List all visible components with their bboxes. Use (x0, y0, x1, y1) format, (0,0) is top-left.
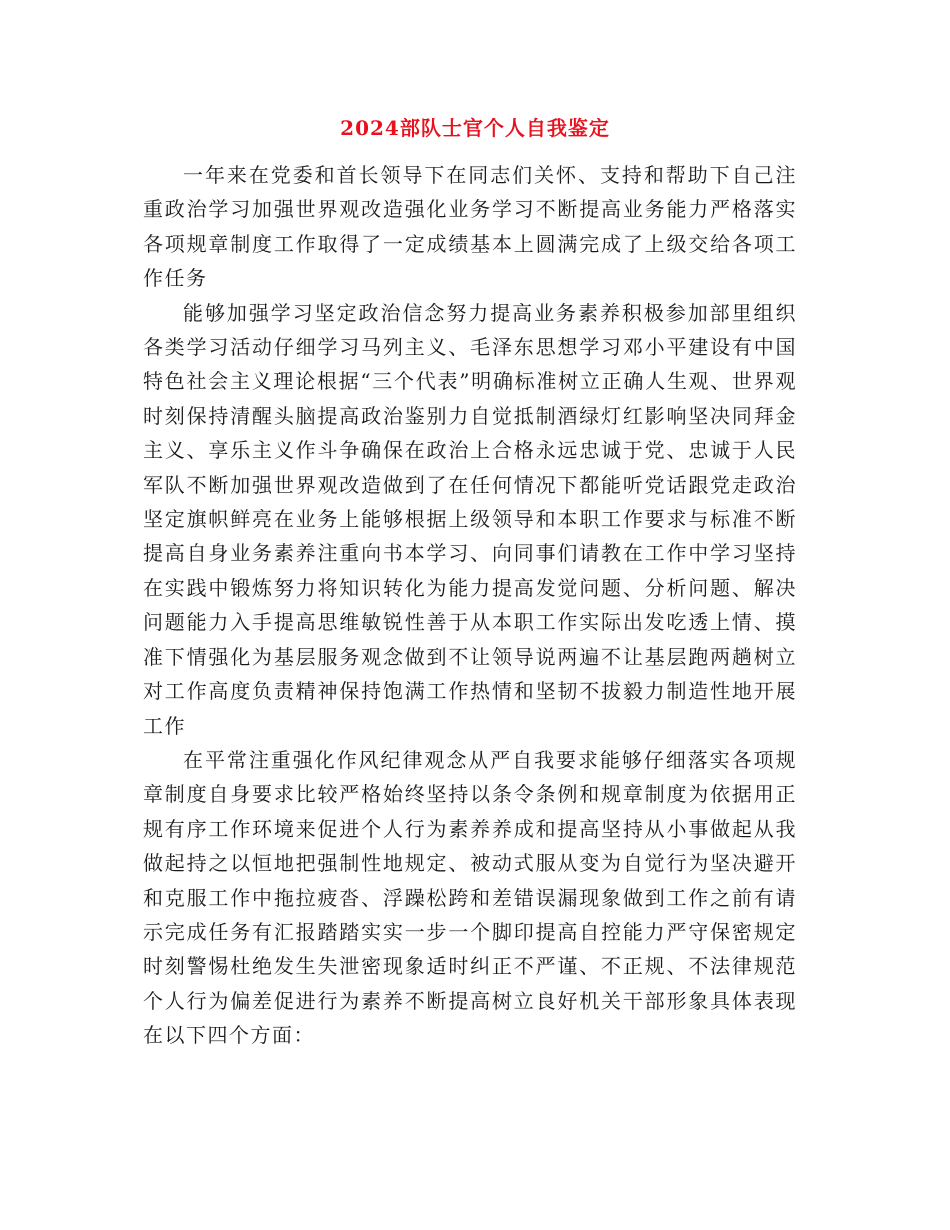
document-body (143, 158, 797, 1053)
paragraph-2: 能够加强学习坚定政治信念努力提高业务素养积极参加部里组织各类学习活动仔细学习马列主义、毛泽东思想学习邓小平建设有中国特色社会主义理论根据“三个代表”明确标准树立正确人生观、世界观时刻保持清醒头脑提高政治鉴别力自觉抵制酒绿灯红影响坚决同拜金主义、享乐主义作斗争确保在政治上合格永远忠诚于党、忠诚于人民军队不断加强世界观改造做到了在任何情况下都能听党话跟党走政治坚定旗帜鲜亮在业务上能够根据上级领导和本职工作要求与标准不断提高自身业务素养注重向书本学习、向同事们请教在工作中学习坚持在实践中锻炼努力将知识转化为能力提高发觉问题、分析问题、解决问题能力入手提高思维敏锐性善于从本职工作实际出发吃透上情、摸准下情强化为基层服务观念做到不让领导说两遍不让基层跑两趟树立对工作高度负责精神保持饱满工作热情和坚韧不拔毅力制造性地开展工作 (143, 300, 797, 738)
paragraph-1: 一年来在党委和首长领导下在同志们关怀、支持和帮助下自己注重政治学习加强世界观改造强化业务学习不断提高业务能力严格落实各项规章制度工作取得了一定成绩基本上圆满完成了上级交给各项工作任务 (143, 163, 797, 291)
paragraph-3: 在平常注重强化作风纪律观念从严自我要求能够仔细落实各项规章制度自身要求比较严格始终坚持以条令条例和规章制度为依据用正规有序工作环境来促进个人行为素养养成和提高坚持从小事做起从我做起持之以恒地把强制性地规定、被动式服从变为自觉行为坚决避开和克服工作中拖拉疲沓、浮躁松跨和差错误漏现象做到工作之前有请示完成任务有汇报踏踏实实一步一个脚印提高自控能力严守保密规定时刻警惕杜绝发生失泄密现象适时纠正不严谨、不正规、不法律规范个人行为偏差促进行为素养不断提高树立良好机关干部形象具体表现在以下四个方面： (143, 747, 797, 1048)
document-title: 2024部队士官个人自我鉴定 (340, 116, 610, 140)
